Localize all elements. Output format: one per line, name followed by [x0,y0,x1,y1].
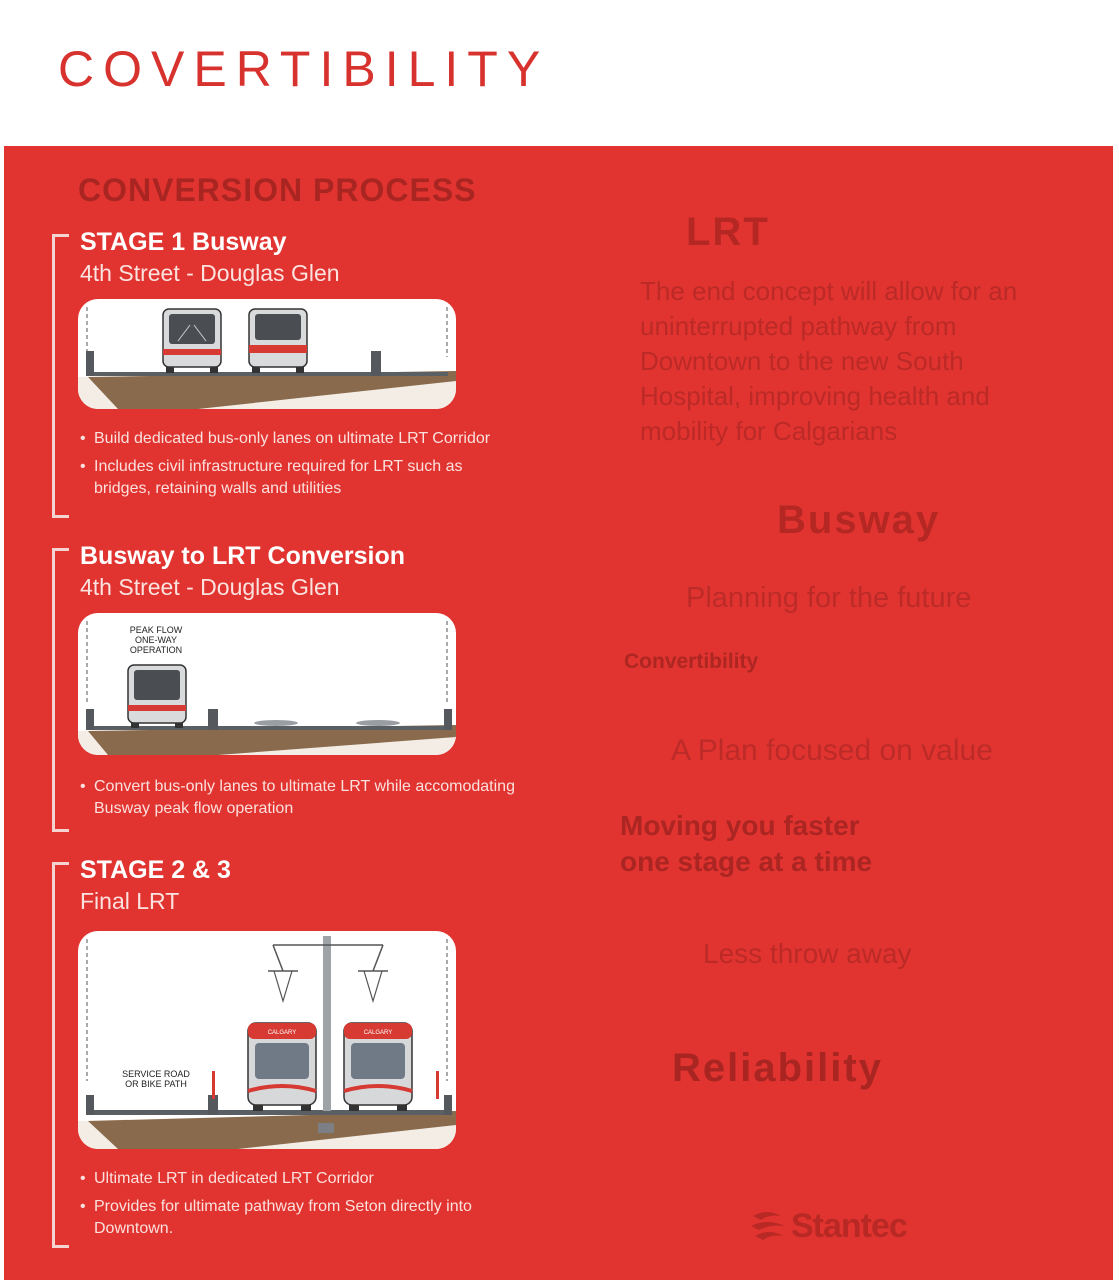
conversion-subtitle: 4th Street - Douglas Glen [80,574,340,600]
train-right [344,1023,412,1111]
service-road-label-2: OR BIKE PATH [125,1079,187,1089]
stage-2-3-bracket [52,862,69,1248]
stantec-swirl-icon [747,1206,791,1246]
stage-1-subtitle: 4th Street - Douglas Glen [80,260,340,286]
train-left [248,1023,316,1111]
stage-1-diagram [78,299,456,409]
bullet-item: • Provides for ultimate pathway from Seton directly into Downtown. [78,1196,518,1240]
peak-flow-label-3: OPERATION [129,645,183,655]
plan-value-text: A Plan focused on value [671,734,993,767]
bullet-item: • Build dedicated bus-only lanes on ultimate LRT Corridor [78,428,518,450]
peak-flow-label-1: PEAK FLOW [129,625,183,635]
reliability-heading: Reliability [672,1046,883,1090]
bus-peak [128,665,186,728]
stage-conversion-bracket [52,548,69,832]
stantec-logo-text: Stantec [791,1206,907,1245]
moving-line-1: Moving you faster [620,810,860,841]
bus-left [163,309,221,373]
final-lrt-diagram [78,931,456,1149]
conversion-process-heading: CONVERSION PROCESS [78,172,477,208]
stage-1-title: STAGE 1 Busway [80,228,287,256]
train-sign: CALGARY [267,1030,297,1036]
peak-flow-label-2: ONE-WAY [135,635,177,645]
busway-heading: Busway [777,498,941,542]
stage-2-3-bullets [78,1168,518,1246]
conversion-diagram [78,613,456,755]
service-road-label-1: SERVICE ROAD [122,1069,190,1079]
less-throw-text: Less throw away [703,938,912,969]
bullet-item: • Includes civil infrastructure required for LRT such as bridges, retaining walls and utilities [78,456,518,500]
stage-2-3-title: STAGE 2 & 3 [80,856,231,884]
stage-1-bracket [52,234,69,518]
planning-text: Planning for the future [686,582,972,614]
bullet-item: • Ultimate LRT in dedicated LRT Corridor [78,1168,518,1190]
bus-right [249,309,307,373]
lrt-description: The end concept will allow for an uninterrupted pathway from Downtown to the new South Hospital, improving health and mobility for Calgarians [640,276,1018,446]
conversion-bullets [78,776,518,826]
stage-1-bullets [78,428,518,506]
stantec-logo [747,1206,907,1246]
bullet-item: • Convert bus-only lanes to ultimate LRT while accomodating Busway peak flow operation [78,776,518,820]
lrt-heading: LRT [686,210,770,254]
stage-2-3-subtitle: Final LRT [80,888,180,914]
conversion-title: Busway to LRT Conversion [80,542,406,570]
moving-line-2: one stage at a time [620,846,873,877]
moving-text [620,808,872,880]
page-title: COVERTIBILITY [58,41,550,97]
convertibility-text: Convertibility [624,650,759,673]
train-sign: CALGARY [363,1030,393,1036]
